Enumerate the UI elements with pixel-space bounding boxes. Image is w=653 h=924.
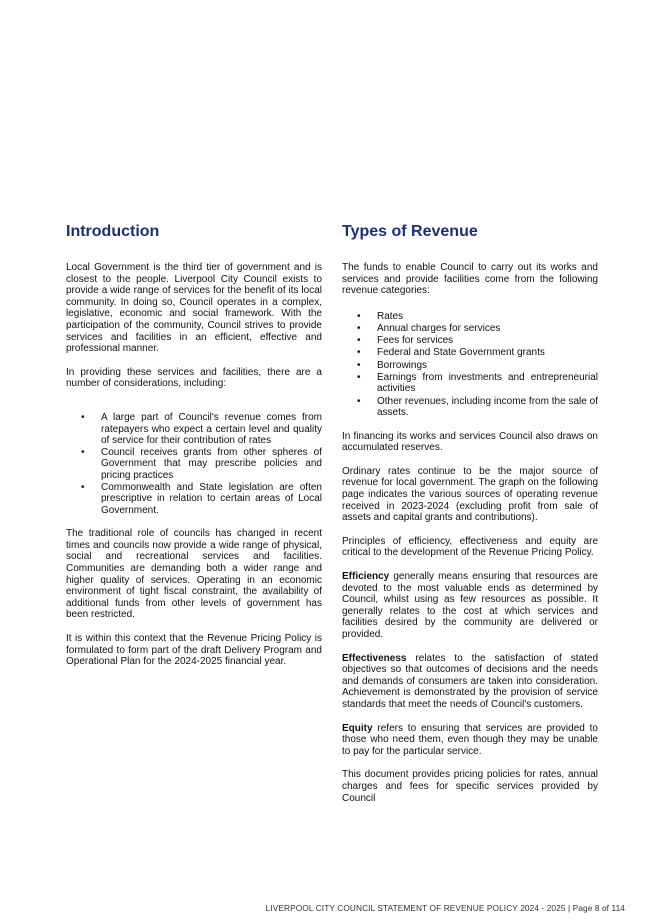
list-item: • Rates [377, 311, 598, 323]
introduction-paragraph-3: The traditional role of councils has changed in recent times and councils now provide a wide range of physical, social and recreational services and facilities. Communities are demanding both a wider range and higher quality of services. Operating in an economic environment of tight fiscal constraint, the availability of additional funds from other levels of government has been restricted. [66, 528, 322, 621]
introduction-paragraph-2: In providing these services and facilities, there are a number of considerations, including: [66, 366, 322, 390]
revenue-categories-list [342, 311, 598, 419]
efficiency-text: generally means ensuring that resources are devoted to the most valuable ends as determined by Council, whilst using as few resources as possible. It generally relates to the cost at which services and facilities desired by the community are delivered or provided. [342, 571, 598, 640]
list-item: • Earnings from investments and entrepreneurial activities [377, 372, 598, 395]
equity-paragraph [342, 723, 598, 758]
list-item: • A large part of Council's revenue comes from ratepayers who expect a certain level and quality of service for their contribution of rates [101, 412, 322, 447]
list-item: • Federal and State Government grants [377, 347, 598, 359]
page-footer: LIVERPOOL CITY COUNCIL STATEMENT OF REVENUE POLICY 2024 - 2025 | Page 8 of 114 [265, 903, 625, 913]
types-of-revenue-heading: Types of Revenue [342, 223, 478, 240]
efficiency-paragraph [342, 571, 598, 641]
introduction-heading: Introduction [66, 223, 160, 240]
revenue-paragraph-3: Ordinary rates continue to be the major source of revenue for local government. The graph on the following page indicates the various sources of operating revenue received in 2023-2024 (excluding profit from sale of assets and capital grants and contributions). [342, 465, 598, 524]
efficiency-term: Efficiency [342, 571, 390, 583]
introduction-column [66, 222, 322, 680]
equity-term: Equity [342, 722, 373, 734]
list-item: • Council receives grants from other spheres of Government that may prescribe policies and pricing practices [101, 447, 322, 482]
list-item: • Commonwealth and State legislation are often prescriptive in relation to certain areas of Local Government. [101, 482, 322, 517]
list-item: • Annual charges for services [377, 323, 598, 335]
list-item: • Borrowings [377, 360, 598, 372]
revenue-paragraph-4: Principles of efficiency, effectiveness and equity are critical to the development of the Revenue Pricing Policy. [342, 535, 598, 559]
list-item: • Other revenues, including income from the sale of assets. [377, 396, 598, 419]
revenue-paragraph-5: This document provides pricing policies for rates, annual charges and fees for specific services provided by Council [342, 769, 598, 804]
considerations-list [66, 412, 322, 516]
revenue-paragraph-1: The funds to enable Council to carry out its works and services and provide facilities come from the following revenue categories: [342, 262, 598, 297]
introduction-paragraph-1: Local Government is the third tier of government and is closest to the people. Liverpool City Council exists to provide a wide range of services for the benefit of its local community. In doing so, Council operates in a complex, legislative, economic and social framework. With the participation of the community, Council strives to provide services and facilities in an efficient, effective and professional manner. [66, 262, 322, 355]
types-of-revenue-column [342, 222, 598, 816]
revenue-paragraph-2: In financing its works and services Council also draws on accumulated reserves. [342, 430, 598, 454]
effectiveness-paragraph [342, 653, 598, 711]
introduction-paragraph-4: It is within this context that the Revenue Pricing Policy is formulated to form part of the draft Delivery Program and Operational Plan for the 2024-2025 financial year. [66, 633, 322, 668]
effectiveness-text: relates to the satisfaction of stated objectives so that outcomes of decisions and the needs and demands of consumers are taken into consideration. Achievement is demonstrated by the provision of service standards that meet the needs of Council's customers. [342, 652, 598, 710]
list-item: • Fees for services [377, 335, 598, 347]
equity-text: refers to ensuring that services are provided to those who need them, even though they may be unable to pay for the particular service. [342, 722, 598, 757]
effectiveness-term: Effectiveness [342, 652, 407, 664]
